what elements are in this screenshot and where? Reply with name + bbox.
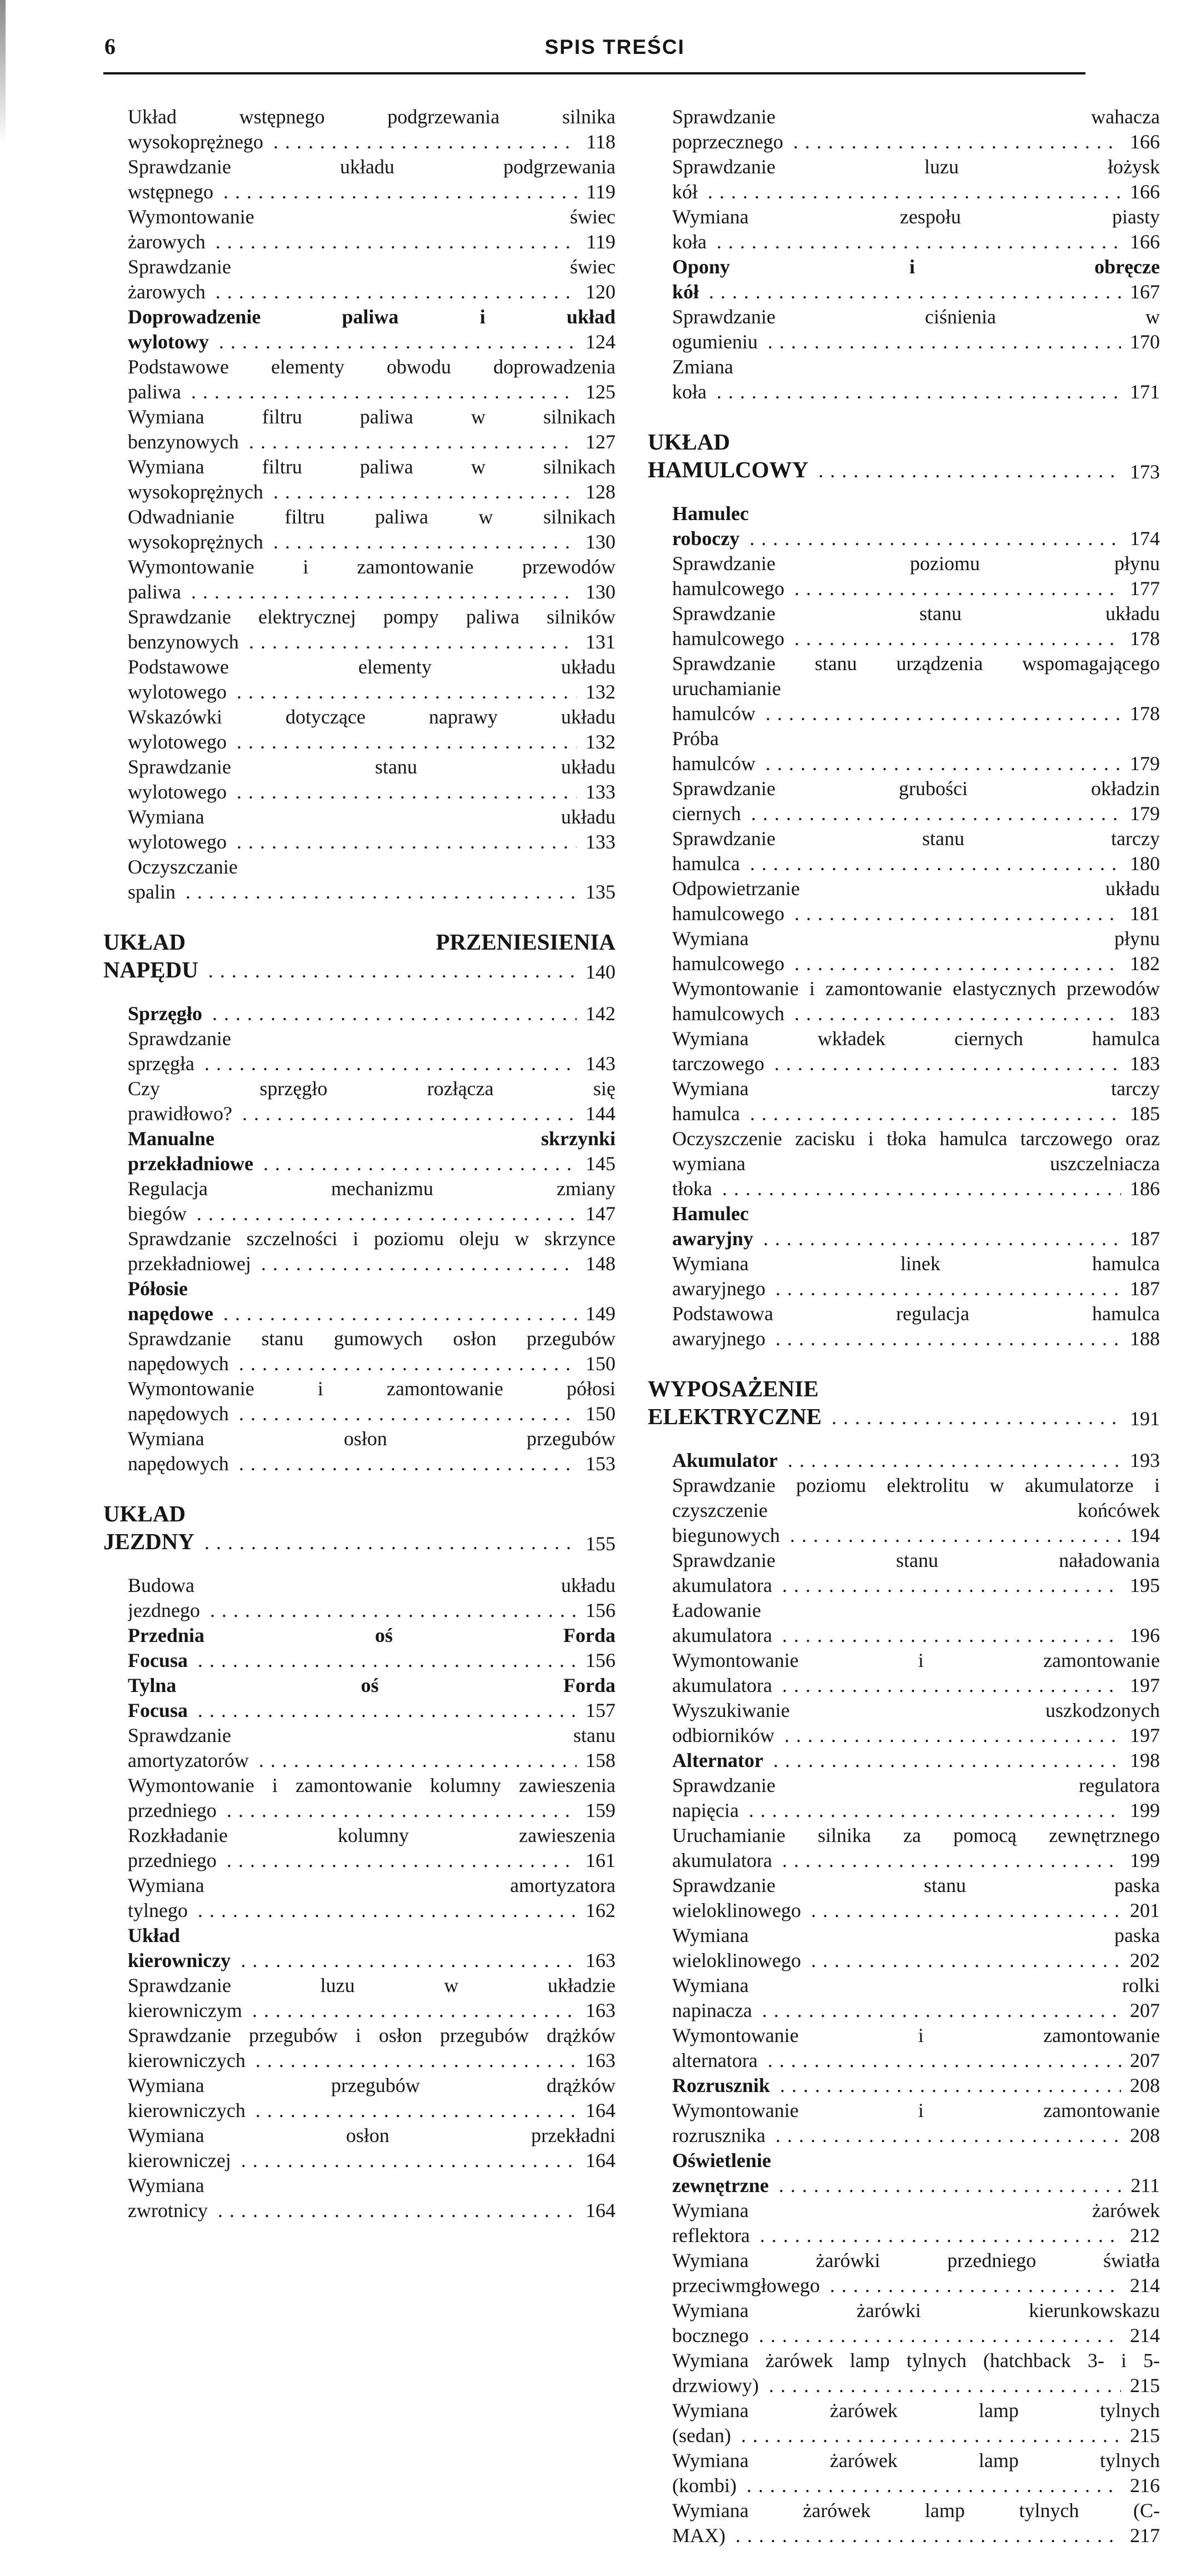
toc-entry-title: Sprawdzanie ciśnienia w ogumieniu . . . [672,306,1160,353]
toc-entry-title: Odpowietrzanie układu hamulcowego . . . [672,877,1160,925]
toc-entry [128,655,615,705]
toc-entry-page: 148 [577,1251,615,1276]
toc-entry-title: Sprawdzanie świec żarowych . . . [128,256,615,303]
toc-entry [128,1326,615,1376]
toc-entry-page: 188 [1121,1326,1160,1351]
toc-entry-page: 215 [1121,2373,1160,2398]
toc-section-heading [648,1375,1160,1431]
toc-entry [672,976,1160,1026]
toc-entry [672,2198,1160,2248]
toc-entry-page: 212 [1121,2223,1160,2248]
toc-entry [672,1873,1160,1923]
toc-entry [672,2448,1160,2498]
toc-entry-page: 161 [577,1848,615,1873]
toc-entry-title: Sprawdzanie grubości okładzin ciernych . . . [672,777,1160,825]
toc-entry-title: Wymiana żarówki kierunkowskazu bocznego . . . [672,2299,1160,2347]
toc-entry [672,204,1160,254]
toc-entry [672,926,1160,976]
toc-entry-title: Sprawdzanie stanu tarczy hamulca . . . [672,827,1160,875]
page-header [103,34,1160,66]
toc-entry [128,254,615,304]
toc-entry-page: 217 [1121,2523,1160,2548]
toc-entry-page: 127 [577,430,615,455]
toc-entry [128,805,615,855]
toc-entry-page: 166 [1121,229,1160,254]
toc-entry-title: Ładowanie akumulatora . . . [672,1599,1160,1646]
toc-entry-title: Sprawdzanie szczelności i poziomu oleju w skrzynce przekładniowej . . . [128,1227,615,1275]
toc-entry-title: Wymiana filtru paliwa w silnikach benzynowych . . . [128,406,615,453]
toc-entry [672,501,1160,551]
toc-entry [672,1648,1160,1698]
toc-entry-page: 163 [577,2048,615,2073]
toc-entry-page: 166 [1121,129,1160,154]
toc-columns [103,104,1160,2548]
toc-entry-title: Wymontowanie świec żarowych . . . [128,206,615,253]
toc-entry-title: Wymiana układu wylotowego . . . [128,806,615,853]
toc-entry-page: 132 [577,680,615,705]
toc-entry-title: Manualne skrzynki przekładniowe . . . [128,1127,615,1175]
toc-entry-page: 202 [1121,1948,1160,1973]
toc-column-right [648,104,1160,2548]
toc-entry-page: 182 [1121,951,1160,976]
toc-section-heading [103,1500,615,1556]
toc-entry [672,2098,1160,2148]
toc-entry-page: 132 [577,730,615,755]
toc-entry-title: Rozrusznik . . . [672,2074,1160,2096]
toc-entry-page: 183 [1121,1001,1160,1026]
toc-entry-title: Wymiana żarówek lamp tylnych (hatchback 3- i 5-drzwiowy) . . . [672,2349,1160,2397]
toc-entry-title: Czy sprzęgło rozłącza się prawidłowo? . . . [128,1077,615,1125]
toc-entry [672,104,1160,154]
toc-entry [672,304,1160,355]
toc-entry-page: 157 [577,1698,615,1723]
toc-entry [672,651,1160,726]
toc-entry-title: Podstawowa regulacja hamulca awaryjnego . . . [672,1302,1160,1350]
toc-entry-page: 125 [577,380,615,405]
toc-entry-title: Sprawdzanie układu podgrzewania wstępnego . . . [128,156,615,203]
toc-entry-page: 183 [1121,1051,1160,1076]
toc-entry-page: 207 [1121,2048,1160,2073]
toc-entry-title: Wymiana tarczy hamulca . . . [672,1077,1160,1125]
toc-entry-title: Sprawdzanie stanu urządzenia wspomagającego uruchamianie hamulców . . . [672,652,1160,725]
toc-entry-title: Podstawowe elementy obwodu doprowadzenia paliwa . . . [128,356,615,403]
toc-entry-page: 208 [1121,2073,1160,2098]
toc-entry [672,826,1160,876]
toc-entry-page: 179 [1121,751,1160,776]
toc-entry [672,1973,1160,2023]
toc-entry-title: Sprawdzanie przegubów i osłon przegubów drążków kierowniczych . . . [128,2024,615,2071]
toc-entry [128,2173,615,2223]
toc-entry [128,154,615,204]
toc-entry-page: 156 [577,1598,615,1623]
toc-entry [672,2073,1160,2098]
toc-entry [672,2398,1160,2448]
toc-entry-title: Wymontowanie i zamontowanie elastycznych przewodów hamulcowych . . . [672,977,1160,1025]
toc-entry-title: Oczyszczanie spalin . . . [128,856,615,903]
toc-entry-page: 199 [1121,1848,1160,1873]
toc-entry-page: 158 [577,1748,615,1773]
toc-entry [128,1573,615,1623]
toc-entry-page: 170 [1121,330,1160,355]
toc-entry [672,1923,1160,1973]
toc-entry-title: Sprawdzanie stanu gumowych osłon przegubów napędowych . . . [128,1327,615,1375]
toc-entry-title: Wymiana zespołu piasty koła . . . [672,206,1160,253]
toc-entry [128,104,615,154]
toc-entry-page: 199 [1121,1798,1160,1823]
toc-entry-title: Wymiana zwrotnicy . . . [128,2174,615,2221]
toc-entry-page: 216 [1121,2473,1160,2498]
toc-entry [672,601,1160,651]
toc-entry-page: 173 [1121,460,1160,485]
toc-entry-page: 171 [1121,380,1160,405]
toc-entry-page: 196 [1121,1623,1160,1648]
toc-entry [672,1598,1160,1648]
toc-entry [128,1426,615,1476]
toc-entry-page: 163 [577,1998,615,2023]
toc-entry-page: 120 [577,279,615,304]
toc-entry-page: 198 [1121,1748,1160,1773]
toc-entry-title: Wymiana żarówki przedniego światła przeciwmgłowego . . . [672,2249,1160,2297]
toc-entry-page: 149 [577,1301,615,1326]
toc-entry-title: Wymiana amortyzatora tylnego . . . [128,1874,615,1921]
toc-entry-title: Podstawowe elementy układu wylotowego . . . [128,656,615,703]
toc-section-heading [103,928,615,985]
toc-entry-page: 145 [577,1151,615,1176]
toc-entry [128,1376,615,1426]
toc-entry [128,1923,615,1973]
toc-entry-title: Hamulec roboczy . . . [672,502,1160,550]
toc-entry-page: 144 [577,1101,615,1126]
toc-entry [128,1226,615,1276]
toc-entry [128,1126,615,1176]
toc-entry-page: 215 [1121,2423,1160,2448]
toc-entry-title: Sprawdzanie sprzęgła . . . [128,1027,615,1075]
toc-entry-page: 118 [577,129,615,154]
toc-entry-page: 166 [1121,179,1160,204]
toc-entry-title: Sprawdzanie stanu amortyzatorów . . . [128,1724,615,1771]
toc-entry [128,304,615,355]
toc-entry-page: 133 [577,830,615,855]
toc-entry-title: Wymiana wkładek ciernych hamulca tarczowego . . . [672,1027,1160,1075]
toc-entry-title: Odwadnianie filtru paliwa w silnikach wysokoprężnych . . . [128,506,615,553]
toc-entry [128,855,615,905]
page-title: SPIS TREŚCI [544,36,685,58]
toc-entry-title: Wymontowanie i zamontowanie alternatora . . . [672,2024,1160,2071]
toc-entry-title: Zmiana koła . . . [672,356,1160,403]
toc-entry-title: Wymiana płynu hamulcowego . . . [672,927,1160,975]
toc-entry-page: 207 [1121,1998,1160,2023]
toc-entry-page: 191 [1121,1406,1160,1431]
toc-entry-title: Sprawdzanie wahacza poprzecznego . . . [672,106,1160,153]
toc-entry [672,355,1160,405]
toc-entry-page: 178 [1121,626,1160,651]
toc-entry [128,1276,615,1326]
toc-entry [128,2023,615,2073]
toc-entry [672,876,1160,926]
toc-entry-title: Oświetlenie zewnętrzne . . . [672,2149,1160,2196]
toc-entry-page: 143 [577,1051,615,1076]
toc-entry [128,605,615,655]
toc-entry [672,254,1160,304]
toc-entry-page: 133 [577,780,615,805]
toc-entry [672,2498,1160,2548]
toc-entry-page: 186 [1121,1176,1160,1201]
toc-entry-page: 174 [1121,526,1160,551]
toc-entry [128,355,615,405]
toc-entry [672,1773,1160,1823]
toc-entry-title: Wymiana paska wieloklinowego . . . [672,1924,1160,1971]
toc-entry-page: 163 [577,1948,615,1973]
toc-entry-title: UKŁAD JEZDNY . . . [103,1501,615,1554]
toc-entry [128,204,615,254]
toc-entry [128,755,615,805]
toc-entry [672,1076,1160,1126]
toc-entry [128,1823,615,1873]
toc-entry-title: UKŁAD PRZENIESIENIA NAPĘDU . . . [103,929,615,982]
toc-entry-page: 197 [1121,1673,1160,1698]
toc-entry [672,2023,1160,2073]
toc-entry-title: Regulacja mechanizmu zmiany biegów . . . [128,1177,615,1225]
toc-entry-title: Wymiana linek hamulca awaryjnego . . . [672,1252,1160,1300]
toc-entry-title: Akumulator . . . [672,1449,1160,1471]
toc-entry-page: 153 [577,1451,615,1476]
toc-entry [128,1873,615,1923]
toc-entry [672,2298,1160,2348]
toc-entry-title: Wymiana żarówek lamp tylnych (sedan) . . . [672,2399,1160,2447]
toc-entry-page: 119 [577,179,615,204]
toc-entry-page: 164 [577,2198,615,2223]
toc-entry-title: Tylna oś Forda Focusa . . . [128,1674,615,1721]
toc-entry [672,551,1160,601]
toc-entry [128,1723,615,1773]
toc-entry [672,2248,1160,2298]
toc-entry-page: 119 [577,229,615,254]
toc-entry-title: Sprawdzanie stanu naładowania akumulatora . . . [672,1549,1160,1596]
toc-entry-title: Układ kierowniczy . . . [128,1924,615,1971]
toc-entry [128,1973,615,2023]
toc-entry [128,555,615,605]
toc-section-heading [648,428,1160,485]
toc-entry-title: Sprawdzanie poziomu płynu hamulcowego . . . [672,552,1160,600]
toc-entry [128,1673,615,1723]
toc-entry [672,1201,1160,1251]
toc-entry [128,1076,615,1126]
toc-entry-page: 181 [1121,901,1160,926]
toc-entry-title: UKŁAD HAMULCOWY . . . [648,429,1160,482]
toc-entry-title: Sprawdzanie luzu łożysk kół . . . [672,156,1160,203]
toc-entry [672,1548,1160,1598]
toc-column-left [103,104,615,2548]
toc-entry-page: 179 [1121,801,1160,826]
toc-entry-title: Alternator . . . [672,1749,1160,1771]
toc-entry-title: Próba hamulców . . . [672,727,1160,775]
toc-entry-title: Wskazówki dotyczące naprawy układu wylotowego . . . [128,706,615,753]
toc-entry-title: Wymontowanie i zamontowanie akumulatora . . . [672,1649,1160,1696]
toc-entry-page: 208 [1121,2123,1160,2148]
toc-entry-title: Rozkładanie kolumny zawieszenia przedniego . . . [128,1824,615,1871]
toc-entry [128,1176,615,1226]
toc-entry-page: 187 [1121,1226,1160,1251]
header-rule [103,72,1085,74]
toc-entry [672,1026,1160,1076]
toc-entry-page: 140 [577,960,615,985]
toc-entry-page: 128 [577,480,615,505]
toc-entry-title: Wymiana przegubów drążków kierowniczych . . . [128,2074,615,2121]
toc-entry [128,2073,615,2123]
toc-entry-title: WYPOSAŻENIE ELEKTRYCZNE . . . [648,1376,1160,1429]
toc-entry-page: 124 [577,330,615,355]
toc-entry [672,1473,1160,1548]
toc-entry [128,455,615,505]
toc-entry-title: Wyszukiwanie uszkodzonych odbiorników . . . [672,1699,1160,1746]
toc-entry [672,726,1160,776]
toc-entry-page: 193 [1121,1448,1160,1473]
toc-entry-page: 197 [1121,1723,1160,1748]
toc-entry-page: 130 [577,530,615,555]
toc-entry [672,2348,1160,2398]
toc-entry-title: Układ wstępnego podgrzewania silnika wysokoprężnego . . . [128,106,615,153]
toc-entry [128,1623,615,1673]
toc-entry-page: 164 [577,2148,615,2173]
toc-entry [672,776,1160,826]
page-number: 6 [104,34,116,59]
toc-entry-page: 142 [577,1001,615,1026]
toc-entry-title: Przednia oś Forda Focusa . . . [128,1624,615,1671]
toc-entry-title: Hamulec awaryjny . . . [672,1202,1160,1250]
toc-entry-page: 180 [1121,851,1160,876]
toc-entry-title: Wymiana żarówek lamp tylnych (kombi) . . . [672,2449,1160,2497]
toc-entry-page: 201 [1121,1898,1160,1923]
toc-entry [128,405,615,455]
toc-entry [672,1126,1160,1201]
toc-entry [128,1026,615,1076]
toc-entry-page: 155 [577,1531,615,1556]
toc-entry-page: 214 [1121,2323,1160,2348]
toc-entry-page: 195 [1121,1573,1160,1598]
toc-entry-page: 177 [1121,576,1160,601]
toc-entry-title: Sprawdzanie regulatora napięcia . . . [672,1774,1160,1821]
toc-entry-title: Wymiana żarówek reflektora . . . [672,2199,1160,2246]
toc-entry-title: Budowa układu jezdnego . . . [128,1574,615,1621]
toc-entry-title: Wymiana rolki napinacza . . . [672,1974,1160,2021]
toc-entry-page: 178 [1121,701,1160,726]
toc-entry-title: Sprawdzanie poziomu elektrolitu w akumulatorze i czyszczenie końcówek biegunowych . . . [672,1474,1160,1546]
toc-entry [672,2148,1160,2198]
toc-entry-title: Wymiana osłon przekładni kierowniczej . . . [128,2124,615,2171]
toc-entry [128,505,615,555]
toc-entry-page: 162 [577,1898,615,1923]
toc-entry-page: 164 [577,2098,615,2123]
toc-entry-page: 135 [577,880,615,905]
toc-entry [672,1698,1160,1748]
toc-entry-page: 150 [577,1401,615,1426]
toc-entry-page: 150 [577,1351,615,1376]
toc-entry [672,1448,1160,1473]
toc-entry-page: 185 [1121,1101,1160,1126]
toc-entry-title: Sprawdzanie stanu paska wieloklinowego . . . [672,1874,1160,1921]
toc-entry [672,1301,1160,1351]
toc-entry-page: 159 [577,1798,615,1823]
toc-entry-title: Wymiana żarówek lamp tylnych (C-MAX) . . . [672,2499,1160,2547]
toc-entry-page: 194 [1121,1523,1160,1548]
toc-entry-title: Sprawdzanie stanu układu wylotowego . . . [128,756,615,803]
toc-entry-title: Wymiana filtru paliwa w silnikach wysokoprężnych . . . [128,456,615,503]
toc-entry-page: 131 [577,630,615,655]
toc-entry-title: Wymiana osłon przegubów napędowych . . . [128,1427,615,1475]
toc-entry-title: Wymontowanie i zamontowanie rozrusznika . . . [672,2099,1160,2146]
toc-entry-title: Sprawdzanie luzu w układzie kierowniczym . . . [128,1974,615,2021]
toc-entry-page: 187 [1121,1276,1160,1301]
scan-edge-artifact [0,0,6,144]
toc-entry-page: 147 [577,1201,615,1226]
toc-entry-page: 156 [577,1648,615,1673]
toc-entry-title: Półosie napędowe . . . [128,1277,615,1325]
toc-entry-title: Uruchamianie silnika za pomocą zewnętrznego akumulatora . . . [672,1824,1160,1871]
toc-entry [128,1773,615,1823]
toc-entry [128,1001,615,1026]
toc-entry [128,2123,615,2173]
toc-entry-title: Doprowadzenie paliwa i układ wylotowy . . . [128,306,615,353]
toc-entry-title: Sprzęgło . . . [128,1002,615,1025]
toc-entry-page: 130 [577,580,615,605]
toc-entry-title: Wymontowanie i zamontowanie półosi napędowych . . . [128,1377,615,1425]
toc-entry-title: Wymontowanie i zamontowanie kolumny zawieszenia przedniego . . . [128,1774,615,1821]
toc-entry-page: 211 [1122,2173,1160,2198]
toc-entry [672,154,1160,204]
toc-entry [672,1251,1160,1301]
toc-entry [672,1748,1160,1773]
toc-entry [672,1823,1160,1873]
toc-entry-page: 167 [1121,279,1160,304]
toc-entry-page: 214 [1121,2273,1160,2298]
toc-entry-title: Wymontowanie i zamontowanie przewodów paliwa . . . [128,556,615,603]
toc-entry [128,705,615,755]
toc-entry-title: Sprawdzanie elektrycznej pompy paliwa silników benzynowych . . . [128,606,615,653]
toc-entry-title: Oczyszczenie zacisku i tłoka hamulca tarczowego oraz wymiana uszczelniacza tłoka . . . [672,1127,1160,1200]
toc-entry-title: Opony i obręcze kół . . . [672,256,1160,303]
toc-entry-title: Sprawdzanie stanu układu hamulcowego . . . [672,602,1160,650]
